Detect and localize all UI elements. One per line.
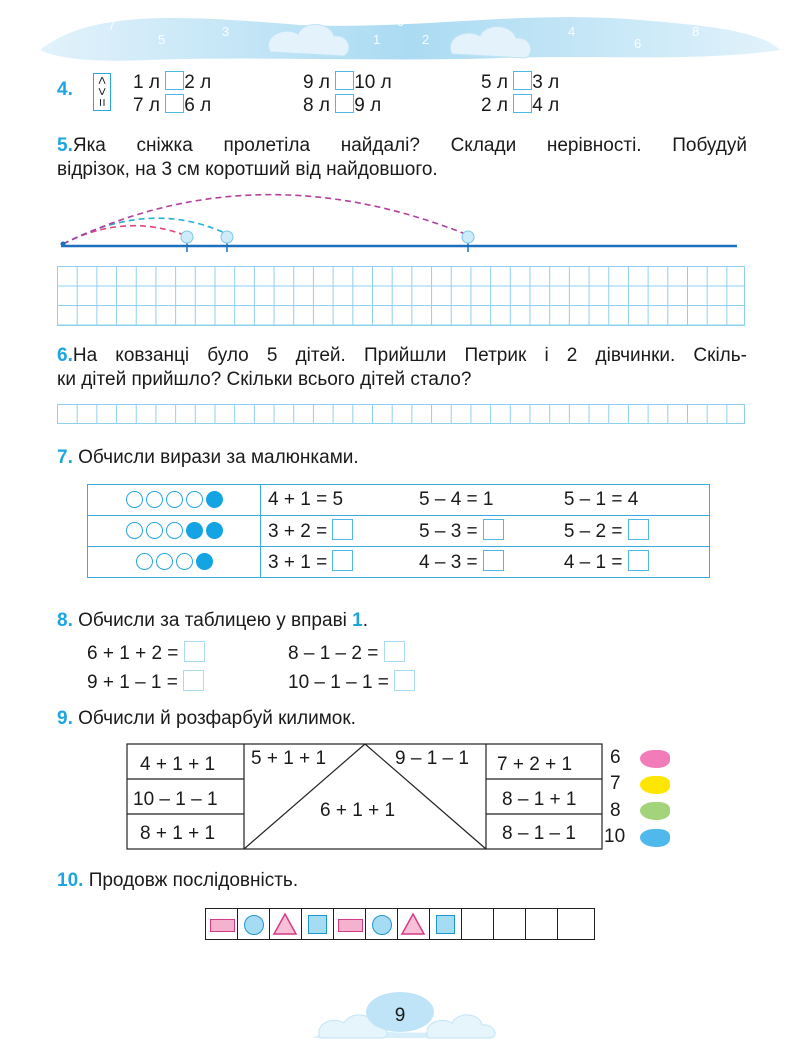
rug-cell: 6 + 1 + 1 [320,800,396,821]
rug-cell: 5 + 1 + 1 [251,748,327,769]
expression: 5 – 3 = [419,521,478,542]
compare-item: 2 л 4 л [481,95,560,116]
answer-box[interactable] [513,71,532,90]
empty-circle-icon [166,491,183,508]
triangle-icon [398,909,428,939]
expression: 3 + 1 = [268,552,328,573]
expression: 4 – 1 = [563,552,623,573]
task9-title: 9. Обчисли й розфарбуй килимок. [57,708,356,729]
task6-line1: 6.На ковзанці було 5 дітей. Прийшли Петрик і 2 дівчинки. Скіль- [57,345,747,366]
compare-item: 1 л 2 л [133,72,212,93]
answer-box[interactable] [335,71,354,90]
expressions-table [87,484,710,578]
header-band [0,0,800,70]
sign-legend [93,73,111,111]
expression: 3 + 2 = [268,521,328,542]
expression: 4 + 1 = 5 [268,489,344,510]
trajectory-middle [63,218,227,244]
blue-paint-icon [640,829,670,847]
expression: 5 – 4 = 1 [419,489,494,510]
sequence-empty-cell[interactable] [493,908,526,940]
task5-line2: відрізок, на 3 см коротший від найдовшого. [57,159,438,180]
empty-circle-icon [166,522,183,539]
circle-icon [244,915,264,935]
header-number: 3 [222,24,230,39]
filled-circle-icon [186,522,203,539]
greater-sign: > [94,87,111,96]
sequence-cell [269,908,302,940]
compare-item: 5 л 3 л [481,72,560,93]
snowball-icon [181,231,193,243]
compare-item: 8 л 9 л [303,95,382,116]
task8-title: 8. Обчисли за таблицею у вправі 1. [57,610,369,631]
empty-circle-icon [126,522,143,539]
legend-value: 10 [604,826,626,847]
rug-cell: 8 – 1 + 1 [502,789,577,810]
circle-icon [372,915,392,935]
table-row [88,485,710,516]
compare-item: 9 л 10 л [303,72,392,93]
task6-line2: ки дітей прийшло? Скільки всього дітей стало? [57,369,472,390]
answer-box[interactable] [628,550,649,571]
triangle-icon [270,909,300,939]
empty-circle-icon [146,491,163,508]
snowball-icon [221,231,233,243]
square-icon [436,915,455,934]
empty-circle-icon [136,553,153,570]
task5-line1: 5.Яка сніжка пролетіла найдалі? Склади нерівності. Побудуй [57,135,747,156]
grid-area[interactable] [57,266,745,326]
compare-item: 7 л 6 л [133,95,212,116]
task10-title: 10. Продовж послідовність. [57,870,299,891]
filled-circle-icon [206,491,223,508]
answer-box[interactable] [332,550,353,571]
empty-circle-icon [186,491,203,508]
header-number: 1 [373,32,381,47]
dots-cell [88,516,261,547]
legend-value: 6 [610,747,621,768]
expression: 5 – 1 = 4 [563,489,639,510]
table-row [88,547,710,578]
header-number: 6 [634,36,642,51]
answer-box[interactable] [513,94,532,113]
answer-box[interactable] [335,94,354,113]
trajectory-long [63,195,468,244]
rug-cell: 10 – 1 – 1 [133,789,218,810]
empty-circle-icon [156,553,173,570]
filled-circle-icon [196,553,213,570]
sequence-cell [429,908,462,940]
page-number: 9 [394,1005,406,1026]
sequence-empty-cell[interactable] [461,908,494,940]
rug-cell: 8 + 1 + 1 [140,823,216,844]
expression: 5 – 2 = [563,521,623,542]
task8-expr: 6 + 1 + 2 = [87,641,205,666]
sequence-cell [333,908,366,940]
rectangle-icon [210,919,235,932]
expression: 4 – 3 = [419,552,478,573]
sequence-strip [205,908,595,940]
header-number: 5 [158,32,166,47]
header-number: 7 [108,18,116,33]
square-icon [308,915,327,934]
cloud-icon [427,1015,495,1038]
sequence-cell [205,908,238,940]
rug-cell: 4 + 1 + 1 [140,754,216,775]
yellow-paint-icon [640,776,670,794]
header-number: 8 [692,24,700,39]
task8-expr: 9 + 1 – 1 = [87,670,204,695]
empty-circle-icon [126,491,143,508]
snowball-diagram [55,180,745,260]
header-number: 4 [568,24,576,39]
answer-box[interactable] [483,550,504,571]
answer-box[interactable] [165,71,184,90]
green-paint-icon [640,802,670,820]
task8-expr: 8 – 1 – 2 = [288,641,405,666]
answer-box[interactable] [165,94,184,113]
pink-paint-icon [640,750,670,768]
empty-circle-icon [176,553,193,570]
sequence-empty-cell[interactable] [525,908,558,940]
answer-box[interactable] [332,519,353,540]
rug-cell: 8 – 1 – 1 [502,823,576,844]
task8-expr: 10 – 1 – 1 = [288,670,415,695]
less-sign: < [94,76,111,85]
sequence-cell [301,908,334,940]
legend-value: 7 [610,773,621,794]
rug-cell: 7 + 2 + 1 [497,754,573,775]
sequence-cell [397,908,430,940]
answer-box[interactable] [183,670,204,691]
rug-cell: 9 – 1 – 1 [395,748,469,769]
table-row [88,516,710,547]
header-number: 2 [422,32,430,47]
sequence-cell [237,908,270,940]
legend-value: 8 [610,800,621,821]
answer-box[interactable] [628,519,649,540]
sequence-cell [365,908,398,940]
dots-cell [88,547,261,578]
header-number: 0 [397,14,405,29]
empty-circle-icon [146,522,163,539]
answer-box[interactable] [384,641,405,662]
task-number: 4. [57,79,73,100]
filled-circle-icon [206,522,223,539]
answer-box[interactable] [184,641,205,662]
answer-box[interactable] [483,519,504,540]
snowball-icon [462,231,474,243]
answer-box[interactable] [394,670,415,691]
equal-sign: = [94,98,111,107]
sequence-empty-cell[interactable] [557,908,595,940]
task7-title: 7. Обчисли вирази за малюнками. [57,447,359,468]
dots-cell [88,485,261,516]
rectangle-icon [338,919,363,932]
answer-grid[interactable] [57,404,745,424]
